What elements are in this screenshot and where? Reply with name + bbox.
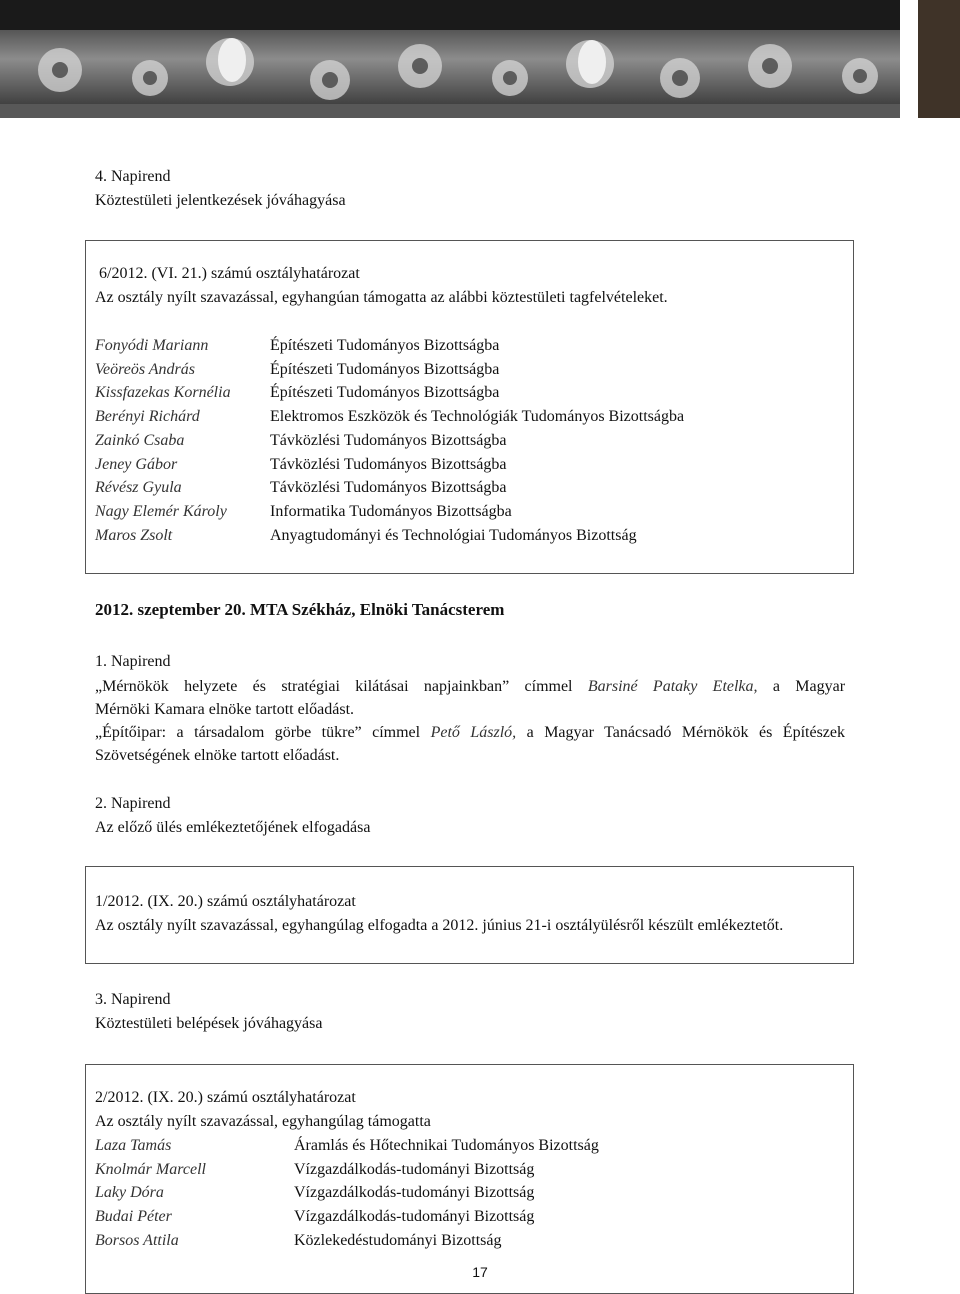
meeting-title: 2012. szeptember 20. MTA Székház, Elnöki Tanácsterem [95,600,505,619]
section4-subtitle: Köztestületi jelentkezések jóváhagyása [95,192,346,209]
member-name: Zainkó Csaba [95,431,185,449]
section1-paragraph1-line2: Mérnöki Kamara elnöke tartott előadást. [95,701,355,718]
p2-text-a: „Építőipar: a társadalom görbe tükre” címmel [95,724,421,741]
member-name: Nagy Elemér Károly [95,502,227,520]
section2-subtitle: Az előző ülés emlékeztetőjének elfogadása [95,819,371,836]
member-committee: Vízgazdálkodás-tudományi Bizottság [294,1184,535,1202]
resolution-box-2 [85,866,854,964]
box3-statement: Az osztály nyílt szavazással, egyhangúlag támogatta [95,1113,431,1130]
member-name: Knolmár Marcell [95,1160,206,1178]
member-name: Budai Péter [95,1208,172,1226]
section1-heading: 1. Napirend [95,653,171,670]
member-name: Berényi Richárd [95,408,200,426]
header-side-block [918,0,960,118]
section1-paragraph1-line1 [95,676,845,698]
p2-speaker-name: Pető László, [430,724,517,741]
member-committee: Távközlési Tudományos Bizottságba [270,431,507,449]
member-name: Kissfazekas Kornélia [95,384,231,402]
member-committee: Építészeti Tudományos Bizottságba [270,360,500,378]
member-committee: Távközlési Tudományos Bizottságba [270,479,507,497]
member-committee: Vízgazdálkodás-tudományi Bizottság [294,1160,535,1178]
member-name: Jeney Gábor [95,455,178,473]
member-name: Laza Tamás [95,1137,172,1154]
member-committee: Közlekedéstudományi Bizottság [294,1231,502,1249]
box1-resolution: 6/2012. (VI. 21.) számú osztályhatározat [99,265,360,282]
section2-heading: 2. Napirend [95,795,171,812]
section3-subtitle: Köztestületi belépések jóváhagyása [95,1015,323,1032]
section1-paragraph2-line2: Szövetségének elnöke tartott előadást. [95,747,340,764]
box1-statement: Az osztály nyílt szavazással, egyhangúan támogatta az alábbi köztestületi tagfelvételeket. [95,289,668,306]
member-committee: Áramlás és Hőtechnikai Tudományos Bizottság [294,1137,599,1154]
member-committee: Elektromos Eszközök és Technológiák Tudományos Bizottságba [270,408,685,426]
p1-speaker-name: Barsiné Pataky Etelka, [587,678,758,695]
p2-text-b: a Magyar Tanácsadó Mérnökök és Építészek [526,724,846,741]
member-committee: Távközlési Tudományos Bizottságba [270,455,507,473]
p1-text-a: „Mérnökök helyzete és stratégiai kilátásai napjainkban” címmel [95,678,573,695]
member-committee: Építészeti Tudományos Bizottságba [270,337,500,354]
p1-text-b: a Magyar [772,678,846,695]
member-name: Fonyódi Mariann [95,337,209,354]
member-committee: Építészeti Tudományos Bizottságba [270,384,500,402]
member-committee: Anyagtudományi és Technológiai Tudományos Bizottság [270,526,637,544]
member-name: Révész Gyula [95,479,182,497]
section4-heading: 4. Napirend [95,168,171,185]
member-name: Laky Dóra [95,1184,164,1202]
member-name: Maros Zsolt [95,526,173,544]
box2-resolution: 1/2012. (IX. 20.) számú osztályhatározat [95,893,356,910]
member-name: Borsos Attila [95,1231,179,1249]
section3-heading: 3. Napirend [95,991,171,1008]
box2-statement: Az osztály nyílt szavazással, egyhangúlag elfogadta a 2012. június 21-i osztályülésről készült emlékeztetőt. [95,917,784,934]
member-committee: Informatika Tudományos Bizottságba [270,502,512,520]
header-ornament-image [0,0,900,118]
box3-resolution: 2/2012. (IX. 20.) számú osztályhatározat [95,1089,356,1106]
member-committee: Vízgazdálkodás-tudományi Bizottság [294,1208,535,1226]
member-name: Veöreös András [95,360,195,378]
section1-paragraph2-line1 [95,722,845,744]
page-number: 17 [472,1264,488,1280]
